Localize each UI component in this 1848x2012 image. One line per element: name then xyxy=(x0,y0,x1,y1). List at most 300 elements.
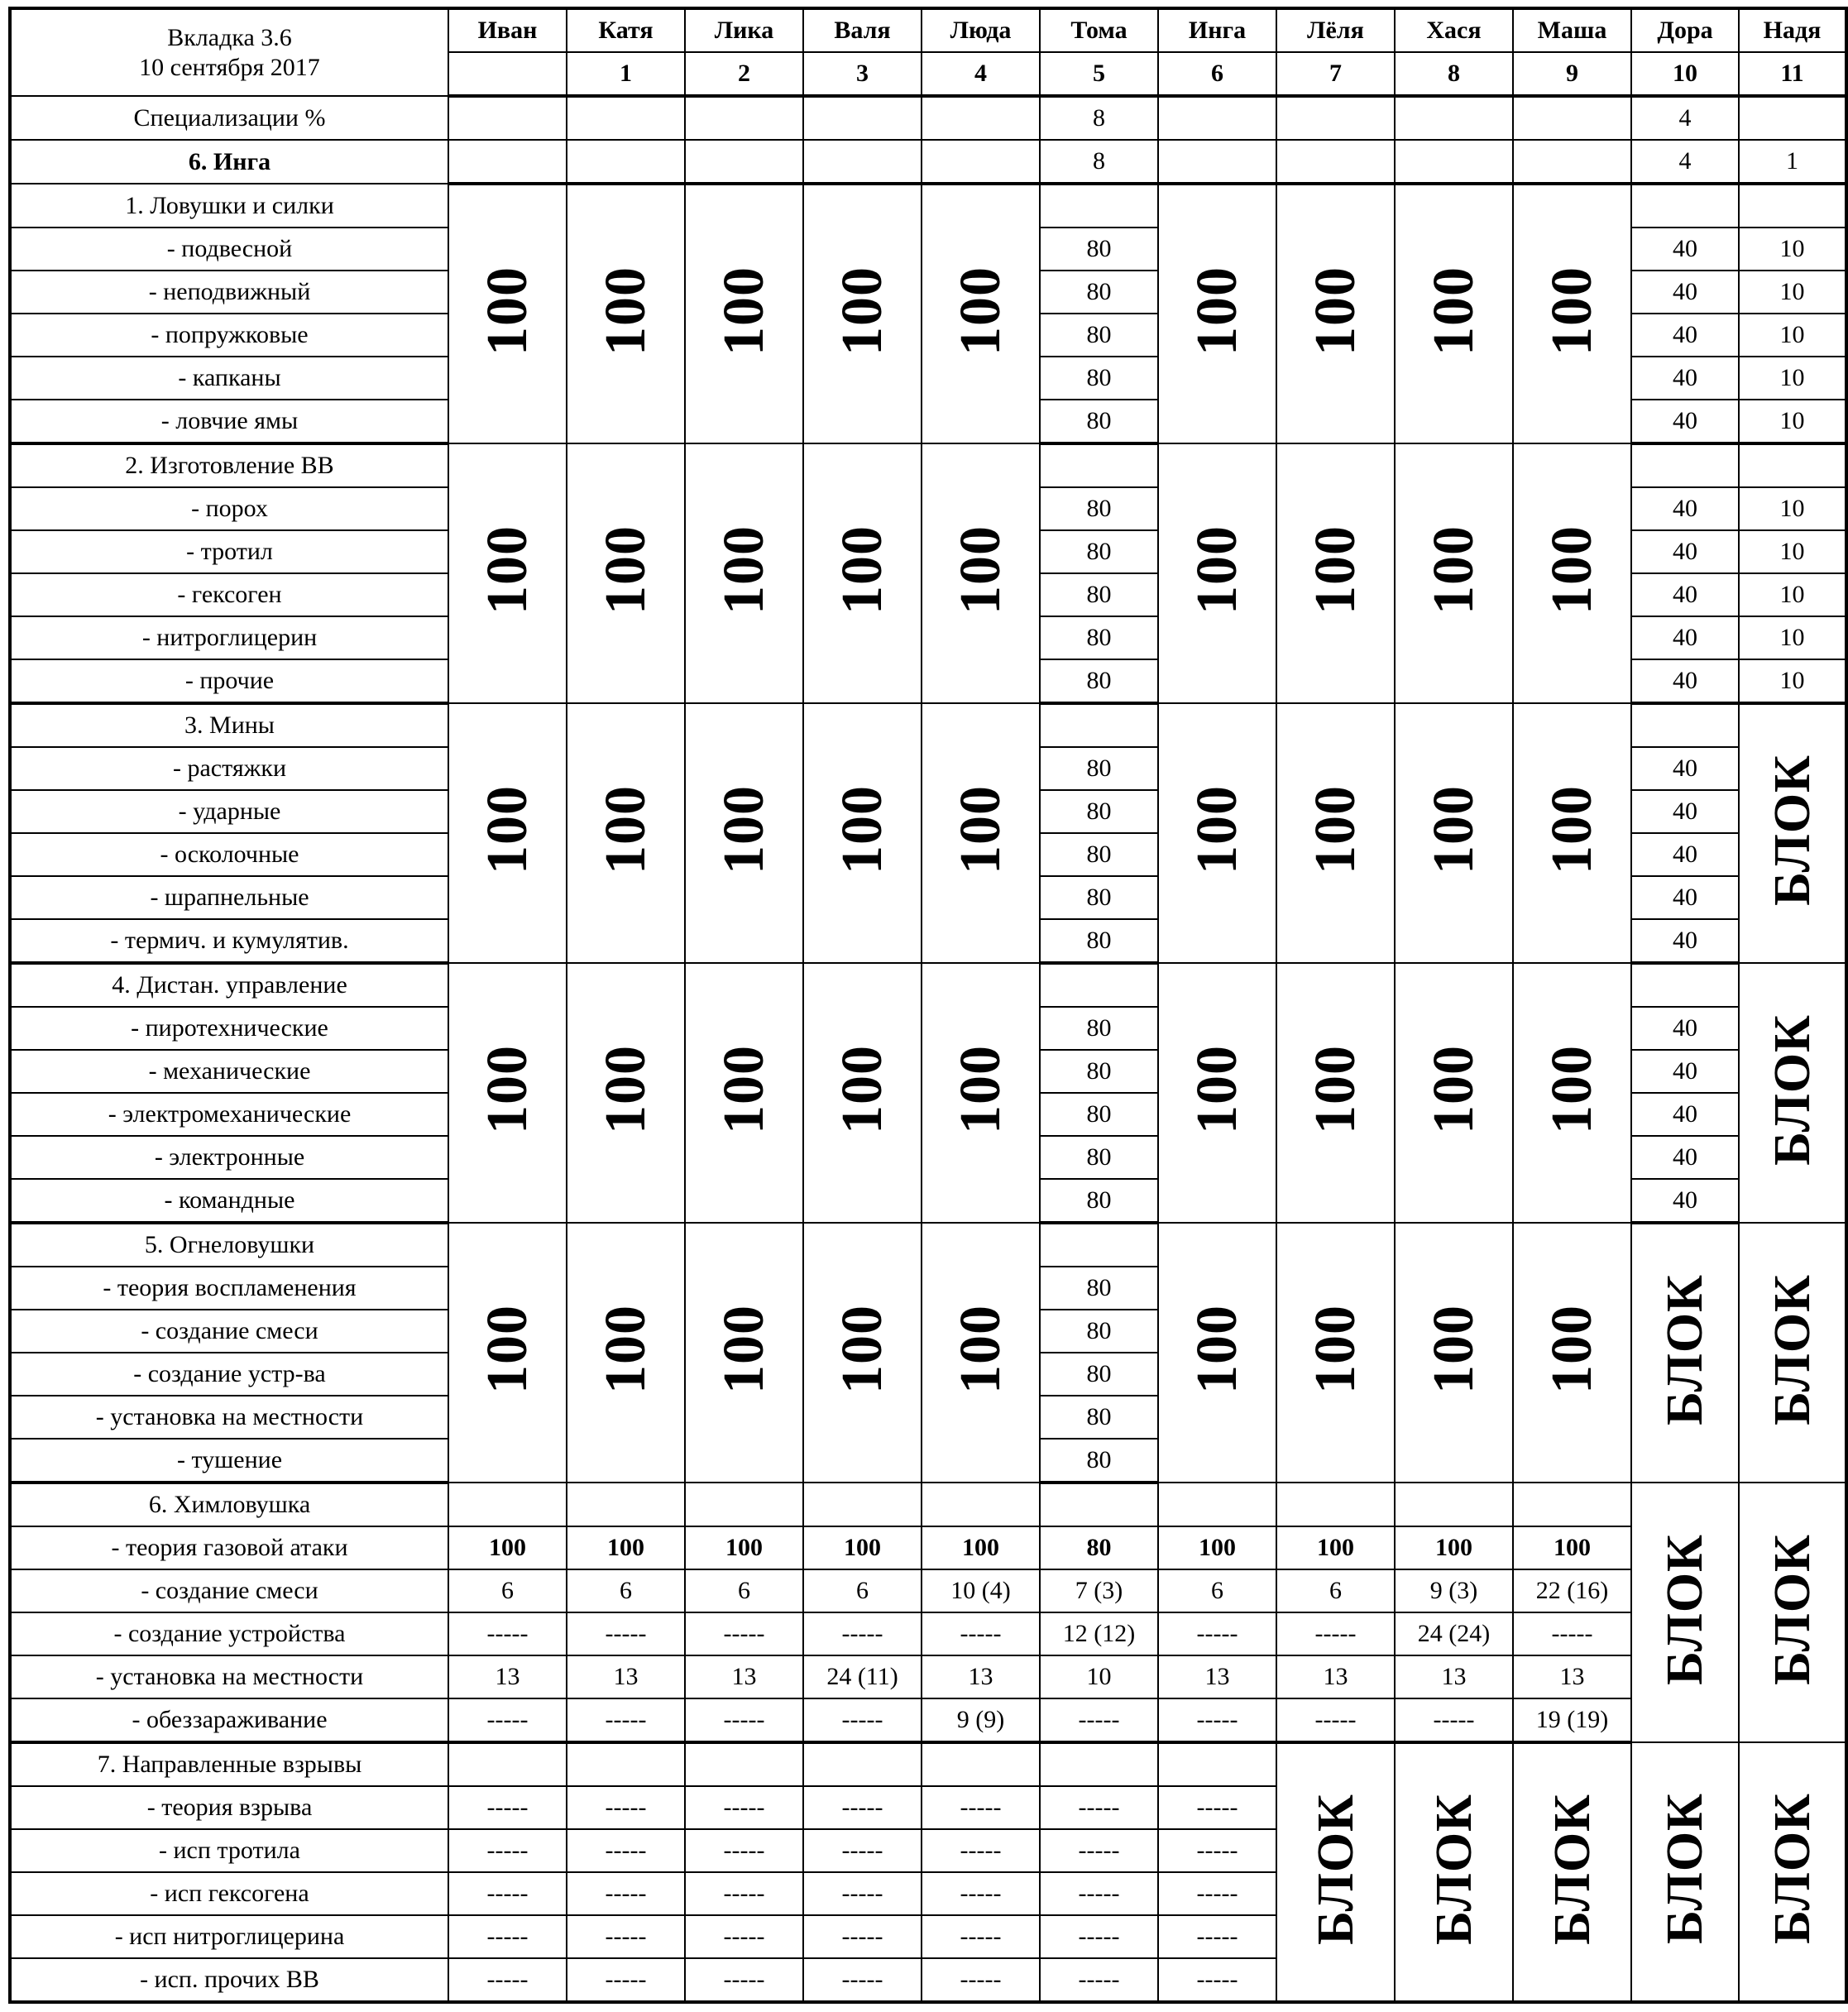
merged-value-cell xyxy=(1513,443,1631,703)
section-heading-cell xyxy=(448,1483,567,1526)
merged-number: 100 xyxy=(475,1045,539,1134)
data-cell: ----- xyxy=(685,1829,803,1872)
data-cell: ----- xyxy=(1276,1698,1395,1742)
data-cell: 80 xyxy=(1040,1093,1158,1136)
merged-number: 100 xyxy=(593,525,658,615)
merged-number: 100 xyxy=(475,525,539,615)
data-cell: 7 (3) xyxy=(1040,1569,1158,1612)
data-cell: 6 xyxy=(1158,1569,1276,1612)
merged-value-cell xyxy=(922,703,1040,963)
section-heading-cell xyxy=(1276,1483,1395,1526)
merged-value-cell xyxy=(1395,184,1513,443)
merged-value-cell xyxy=(922,1223,1040,1483)
column-number-5: 4 xyxy=(922,52,1040,96)
data-cell: 40 xyxy=(1631,1136,1739,1179)
data-cell: ----- xyxy=(803,1872,922,1915)
merged-value-cell xyxy=(1276,1742,1395,2002)
data-cell: 40 xyxy=(1631,790,1739,833)
merged-value-cell xyxy=(803,443,922,703)
section-heading: 7. Направленные взрывы xyxy=(10,1742,448,1786)
section-heading-row xyxy=(10,184,1846,228)
merged-number: 100 xyxy=(1539,1045,1604,1134)
merged-value-cell xyxy=(567,703,685,963)
merged-value-cell xyxy=(1276,184,1395,443)
summary-cell: 8 xyxy=(1040,96,1158,140)
section-heading-cell xyxy=(1631,184,1739,228)
section-heading-row xyxy=(10,443,1846,487)
merged-value-cell xyxy=(1739,1223,1846,1483)
merged-number: 100 xyxy=(1303,525,1367,615)
data-cell: ----- xyxy=(803,1958,922,2002)
data-cell: ----- xyxy=(448,1958,567,2002)
row-label: - электромеханические xyxy=(10,1093,448,1136)
merged-value-cell xyxy=(1158,963,1276,1223)
blok-label: БЛОК xyxy=(1764,1793,1821,1944)
row-label: - попружковые xyxy=(10,314,448,357)
data-cell: 12 (12) xyxy=(1040,1612,1158,1655)
column-header-6: Тома xyxy=(1040,8,1158,52)
merged-value-cell xyxy=(1276,703,1395,963)
row-label: - ловчие ямы xyxy=(10,400,448,443)
title-line-1: Вкладка 3.6 xyxy=(167,24,292,52)
column-number-4: 3 xyxy=(803,52,922,96)
row-label: - создание устр-ва xyxy=(10,1353,448,1396)
section-heading-cell xyxy=(922,1483,1040,1526)
data-cell: 100 xyxy=(803,1526,922,1569)
merged-value-cell xyxy=(1158,703,1276,963)
data-cell: 80 xyxy=(1040,1136,1158,1179)
data-cell: 10 xyxy=(1739,616,1846,659)
data-cell: 40 xyxy=(1631,1093,1739,1136)
data-cell: 10 (4) xyxy=(922,1569,1040,1612)
data-cell: 40 xyxy=(1631,357,1739,400)
merged-value-cell xyxy=(1513,963,1631,1223)
merged-number: 100 xyxy=(830,525,894,615)
merged-number: 100 xyxy=(711,525,776,615)
section-heading-cell xyxy=(1158,1483,1276,1526)
data-cell: 13 xyxy=(685,1655,803,1698)
row-label: - исп гексогена xyxy=(10,1872,448,1915)
data-cell: 100 xyxy=(1395,1526,1513,1569)
merged-value-cell xyxy=(567,1223,685,1483)
merged-number: 100 xyxy=(593,1305,658,1394)
merged-number: 100 xyxy=(830,1305,894,1394)
data-cell: 9 (9) xyxy=(922,1698,1040,1742)
section-heading-row xyxy=(10,1483,1846,1526)
merged-value-cell xyxy=(922,443,1040,703)
column-number-9: 8 xyxy=(1395,52,1513,96)
summary-cell: 8 xyxy=(1040,140,1158,184)
merged-number: 100 xyxy=(1539,1305,1604,1394)
merged-value-cell xyxy=(685,443,803,703)
summary-row xyxy=(10,96,1846,140)
merged-value-cell xyxy=(567,184,685,443)
column-header-8: Лёля xyxy=(1276,8,1395,52)
data-cell: ----- xyxy=(803,1786,922,1829)
merged-value-cell xyxy=(1739,963,1846,1223)
section-heading-cell xyxy=(1513,1483,1631,1526)
row-label: - тушение xyxy=(10,1439,448,1483)
merged-number: 100 xyxy=(948,1305,1013,1394)
merged-value-cell xyxy=(1276,1223,1395,1483)
merged-value-cell xyxy=(685,184,803,443)
data-cell: 80 xyxy=(1040,357,1158,400)
data-cell: ----- xyxy=(448,1786,567,1829)
data-cell: 40 xyxy=(1631,228,1739,271)
summary-cell: 1 xyxy=(1739,140,1846,184)
merged-number: 100 xyxy=(1185,785,1249,874)
summary-row xyxy=(10,140,1846,184)
data-cell: ----- xyxy=(1040,1915,1158,1958)
section-heading: 5. Огнеловушки xyxy=(10,1223,448,1267)
data-cell: 9 (3) xyxy=(1395,1569,1513,1612)
data-cell: ----- xyxy=(1040,1786,1158,1829)
summary-row-label: 6. Инга xyxy=(10,140,448,184)
section-heading-cell xyxy=(567,1483,685,1526)
merged-number: 100 xyxy=(593,785,658,874)
merged-value-cell xyxy=(803,1223,922,1483)
column-number-2: 1 xyxy=(567,52,685,96)
row-label: - установка на местности xyxy=(10,1655,448,1698)
merged-value-cell xyxy=(1739,1483,1846,1742)
data-cell: 40 xyxy=(1631,876,1739,919)
blok-label: БЛОК xyxy=(1764,1533,1821,1685)
merged-number: 100 xyxy=(711,1045,776,1134)
row-label: - прочие xyxy=(10,659,448,703)
merged-value-cell xyxy=(1513,184,1631,443)
merged-number: 100 xyxy=(1421,1305,1486,1394)
data-cell: 24 (24) xyxy=(1395,1612,1513,1655)
section-heading-cell xyxy=(1040,184,1158,228)
summary-cell xyxy=(803,140,922,184)
merged-number: 100 xyxy=(948,785,1013,874)
data-cell: ----- xyxy=(567,1915,685,1958)
data-row xyxy=(10,1698,1846,1742)
merged-value-cell xyxy=(1739,1742,1846,2002)
data-cell: 13 xyxy=(1158,1655,1276,1698)
data-cell: 10 xyxy=(1040,1655,1158,1698)
merged-value-cell xyxy=(1395,443,1513,703)
summary-cell xyxy=(1395,96,1513,140)
section-heading-row xyxy=(10,963,1846,1007)
blok-label: БЛОК xyxy=(1544,1793,1601,1945)
section-heading-row xyxy=(10,1223,1846,1267)
section-heading: 1. Ловушки и силки xyxy=(10,184,448,228)
merged-number: 100 xyxy=(830,266,894,356)
column-number-11: 10 xyxy=(1631,52,1739,96)
merged-number: 100 xyxy=(475,785,539,874)
data-cell: 19 (19) xyxy=(1513,1698,1631,1742)
data-cell: 10 xyxy=(1739,357,1846,400)
data-cell: ----- xyxy=(448,1915,567,1958)
section-heading-cell xyxy=(1739,443,1846,487)
merged-number: 100 xyxy=(1539,785,1604,874)
data-cell: 40 xyxy=(1631,573,1739,616)
merged-value-cell xyxy=(448,963,567,1223)
data-cell: 40 xyxy=(1631,747,1739,790)
data-row xyxy=(10,1612,1846,1655)
blok-label: БЛОК xyxy=(1425,1793,1482,1945)
data-cell: 6 xyxy=(448,1569,567,1612)
data-cell: 80 xyxy=(1040,833,1158,876)
merged-value-cell xyxy=(567,963,685,1223)
blok-label: БЛОК xyxy=(1657,1533,1713,1685)
data-cell: 40 xyxy=(1631,487,1739,530)
section-heading-cell xyxy=(803,1483,922,1526)
data-cell: 10 xyxy=(1739,271,1846,314)
data-cell: 80 xyxy=(1040,616,1158,659)
data-cell: ----- xyxy=(567,1612,685,1655)
merged-value-cell xyxy=(1158,1223,1276,1483)
merged-value-cell xyxy=(1276,963,1395,1223)
section-heading-row xyxy=(10,703,1846,747)
merged-value-cell xyxy=(1276,443,1395,703)
data-cell: 13 xyxy=(1513,1655,1631,1698)
data-cell: 80 xyxy=(1040,919,1158,963)
data-cell: 100 xyxy=(922,1526,1040,1569)
data-cell: 10 xyxy=(1739,400,1846,443)
data-cell: ----- xyxy=(685,1958,803,2002)
data-cell: 80 xyxy=(1040,1439,1158,1483)
column-header-11: Дора xyxy=(1631,8,1739,52)
row-label: - ударные xyxy=(10,790,448,833)
data-cell: 100 xyxy=(448,1526,567,1569)
merged-value-cell xyxy=(1158,184,1276,443)
column-header-9: Хася xyxy=(1395,8,1513,52)
data-cell: 100 xyxy=(1276,1526,1395,1569)
summary-cell xyxy=(567,140,685,184)
merged-value-cell xyxy=(1395,1742,1513,2002)
merged-value-cell xyxy=(448,443,567,703)
section-heading-cell xyxy=(448,1742,567,1786)
column-header-4: Валя xyxy=(803,8,922,52)
section-heading: 3. Мины xyxy=(10,703,448,747)
data-cell: 80 xyxy=(1040,1396,1158,1439)
merged-number: 100 xyxy=(1421,266,1486,356)
column-header-5: Люда xyxy=(922,8,1040,52)
data-cell: 100 xyxy=(567,1526,685,1569)
data-cell: ----- xyxy=(922,1958,1040,2002)
merged-value-cell xyxy=(685,1223,803,1483)
section-heading-cell xyxy=(1631,443,1739,487)
column-number-1 xyxy=(448,52,567,96)
row-label: - электронные xyxy=(10,1136,448,1179)
blok-label: БЛОК xyxy=(1307,1793,1364,1945)
data-cell: ----- xyxy=(1513,1612,1631,1655)
data-cell: ----- xyxy=(685,1612,803,1655)
data-cell: ----- xyxy=(1158,1786,1276,1829)
merged-value-cell xyxy=(1631,1483,1739,1742)
data-cell: 13 xyxy=(448,1655,567,1698)
summary-cell xyxy=(448,140,567,184)
merged-number: 100 xyxy=(1303,1305,1367,1394)
data-cell: 40 xyxy=(1631,919,1739,963)
row-label: - механические xyxy=(10,1050,448,1093)
row-label: - шрапнельные xyxy=(10,876,448,919)
data-cell: ----- xyxy=(803,1829,922,1872)
data-cell: ----- xyxy=(922,1829,1040,1872)
row-label: - подвесной xyxy=(10,228,448,271)
data-cell: 40 xyxy=(1631,1179,1739,1223)
row-label: - пиротехнические xyxy=(10,1007,448,1050)
blok-label: БЛОК xyxy=(1657,1274,1713,1425)
data-cell: ----- xyxy=(567,1872,685,1915)
section-heading-cell xyxy=(1631,703,1739,747)
merged-value-cell xyxy=(448,1223,567,1483)
data-cell: 80 xyxy=(1040,1050,1158,1093)
column-number-7: 6 xyxy=(1158,52,1276,96)
data-cell: ----- xyxy=(1158,1698,1276,1742)
data-row xyxy=(10,1655,1846,1698)
data-cell: 80 xyxy=(1040,1267,1158,1310)
title-line-2: 10 сентября 2017 xyxy=(139,53,320,81)
blok-label: БЛОК xyxy=(1764,754,1821,906)
column-number-3: 2 xyxy=(685,52,803,96)
merged-number: 100 xyxy=(1185,1305,1249,1394)
merged-number: 100 xyxy=(830,785,894,874)
merged-value-cell xyxy=(1739,703,1846,963)
data-cell: 13 xyxy=(1276,1655,1395,1698)
merged-value-cell xyxy=(803,184,922,443)
row-label: - исп. прочих ВВ xyxy=(10,1958,448,2002)
summary-cell xyxy=(448,96,567,140)
data-cell: ----- xyxy=(1040,1872,1158,1915)
row-label: - создание смеси xyxy=(10,1569,448,1612)
header-row-names xyxy=(10,8,1846,52)
data-cell: 10 xyxy=(1739,659,1846,703)
column-header-3: Лика xyxy=(685,8,803,52)
row-label: - создание смеси xyxy=(10,1310,448,1353)
column-header-7: Инга xyxy=(1158,8,1276,52)
data-cell: ----- xyxy=(922,1872,1040,1915)
row-label: - осколочные xyxy=(10,833,448,876)
data-cell: 80 xyxy=(1040,400,1158,443)
section-heading-cell xyxy=(803,1742,922,1786)
merged-number: 100 xyxy=(711,266,776,356)
data-cell: 80 xyxy=(1040,747,1158,790)
data-cell: ----- xyxy=(567,1958,685,2002)
data-cell: ----- xyxy=(1158,1915,1276,1958)
data-cell: ----- xyxy=(685,1698,803,1742)
section-heading-cell xyxy=(1739,184,1846,228)
merged-value-cell xyxy=(1513,703,1631,963)
merged-value-cell xyxy=(1395,703,1513,963)
column-header-12: Надя xyxy=(1739,8,1846,52)
data-cell: 6 xyxy=(567,1569,685,1612)
data-cell: 80 xyxy=(1040,314,1158,357)
section-heading-cell xyxy=(1395,1483,1513,1526)
data-cell: 80 xyxy=(1040,228,1158,271)
summary-cell: 4 xyxy=(1631,96,1739,140)
merged-value-cell xyxy=(567,443,685,703)
data-cell: 80 xyxy=(1040,487,1158,530)
data-cell: ----- xyxy=(567,1829,685,1872)
row-label: - нитроглицерин xyxy=(10,616,448,659)
merged-number: 100 xyxy=(475,1305,539,1394)
data-cell: 40 xyxy=(1631,833,1739,876)
data-cell: 80 xyxy=(1040,659,1158,703)
merged-number: 100 xyxy=(1421,525,1486,615)
merged-value-cell xyxy=(922,184,1040,443)
data-row xyxy=(10,1526,1846,1569)
data-cell: ----- xyxy=(922,1786,1040,1829)
data-cell: ----- xyxy=(1158,1612,1276,1655)
summary-cell xyxy=(685,140,803,184)
section-heading-cell xyxy=(922,1742,1040,1786)
summary-cell xyxy=(922,96,1040,140)
data-cell: 80 xyxy=(1040,1179,1158,1223)
merged-number: 100 xyxy=(830,1045,894,1134)
row-label: - теория воспламенения xyxy=(10,1267,448,1310)
merged-value-cell xyxy=(1395,963,1513,1223)
row-label: - неподвижный xyxy=(10,271,448,314)
summary-cell xyxy=(1158,96,1276,140)
data-cell: 80 xyxy=(1040,1310,1158,1353)
data-cell: ----- xyxy=(803,1915,922,1958)
section-heading-cell xyxy=(567,1742,685,1786)
data-cell: 40 xyxy=(1631,1050,1739,1093)
data-cell: 80 xyxy=(1040,1526,1158,1569)
column-number-6: 5 xyxy=(1040,52,1158,96)
blok-label: БЛОК xyxy=(1764,1273,1821,1425)
data-cell: ----- xyxy=(1158,1958,1276,2002)
section-heading-cell xyxy=(1040,703,1158,747)
merged-number: 100 xyxy=(1539,525,1604,615)
merged-value-cell xyxy=(1513,1223,1631,1483)
summary-cell xyxy=(1739,96,1846,140)
summary-cell xyxy=(685,96,803,140)
blok-label: БЛОК xyxy=(1764,1013,1821,1166)
merged-value-cell xyxy=(803,703,922,963)
section-heading: 6. Химловушка xyxy=(10,1483,448,1526)
merged-value-cell xyxy=(1631,1223,1739,1483)
data-cell: 10 xyxy=(1739,487,1846,530)
data-cell: 10 xyxy=(1739,228,1846,271)
data-cell: ----- xyxy=(448,1872,567,1915)
data-cell: 100 xyxy=(1158,1526,1276,1569)
skills-table xyxy=(8,7,1848,2004)
data-cell: ----- xyxy=(1040,1829,1158,1872)
row-label: - исп нитроглицерина xyxy=(10,1915,448,1958)
data-cell: 40 xyxy=(1631,400,1739,443)
data-cell: ----- xyxy=(1276,1612,1395,1655)
data-cell: ----- xyxy=(448,1612,567,1655)
merged-number: 100 xyxy=(1303,266,1367,356)
data-cell: 40 xyxy=(1631,530,1739,573)
row-label: - исп тротила xyxy=(10,1829,448,1872)
section-heading-cell xyxy=(1040,1742,1158,1786)
data-cell: 13 xyxy=(922,1655,1040,1698)
data-cell: 6 xyxy=(685,1569,803,1612)
section-heading-row xyxy=(10,1742,1846,1786)
data-cell: 80 xyxy=(1040,876,1158,919)
data-cell: ----- xyxy=(1040,1958,1158,2002)
summary-cell xyxy=(1276,96,1395,140)
row-label: - обеззараживание xyxy=(10,1698,448,1742)
column-number-12: 11 xyxy=(1739,52,1846,96)
column-header-10: Маша xyxy=(1513,8,1631,52)
merged-number: 100 xyxy=(1185,266,1249,356)
summary-cell xyxy=(1158,140,1276,184)
data-cell: 22 (16) xyxy=(1513,1569,1631,1612)
summary-cell: 4 xyxy=(1631,140,1739,184)
merged-number: 100 xyxy=(1421,785,1486,874)
column-header-1: Иван xyxy=(448,8,567,52)
summary-cell xyxy=(1395,140,1513,184)
merged-number: 100 xyxy=(1539,266,1604,356)
merged-value-cell xyxy=(1158,443,1276,703)
data-cell: ----- xyxy=(922,1612,1040,1655)
